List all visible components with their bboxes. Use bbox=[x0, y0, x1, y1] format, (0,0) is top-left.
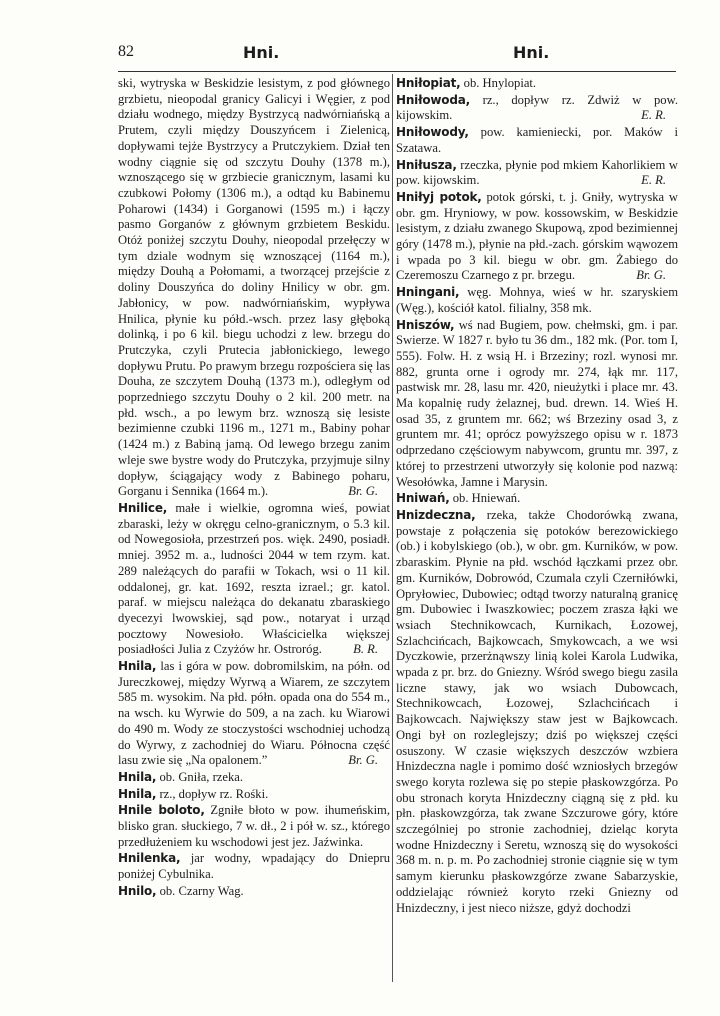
entry-headword: Hnilenka, bbox=[118, 851, 181, 866]
entry-headword: Hniłowoda, bbox=[396, 92, 470, 107]
dictionary-entry bbox=[396, 508, 678, 916]
entry-text: ski, wytryska w Beskidzie lesistym, z pod głównego grzbietu, nieopodal granicy Galicyi i Węgier, z pod działu wodnego, między Bystrzycą nadwórniańską a Prutem, czyli między Douszyńcem i Zielenicą, dopływami tejże Bystrzycy a Prutczykiem. Dział ten wodny ciągnie się od szczytu Douhy (1378 m.), wznoszącego się w grzbiecie granicznym, lasami ku czubkowi Połomy (1306 m.), a odtąd ku Babinemu Poharowi (1434) i Gorganowi (1595 m.) i łączy pasmo Gorganów z głównym grzbietem Beskidu. Otóż poniżej szczytu Douhy, nieopodal przełęczy w tym dziale wodnym się wznoszącej (1164 m.), między Douhą a Połomami, a tworzącej przejście z doliny Douszyńca do doliny Hnilicy w obr. gm. Jabłonicy, w pow. nadwórniańskim, wypływa Hnilica, płynie ku półd.-wsch. przez lasy głęboką dolinką, i po 6 kil. biegu uchodzi z lew. brzegu do Prutczyka, czyli Prutecia jabłonickiego, lewego dopływu Prutu. Po prawym brzegu rozpościera się las Douha, ze szczytem Douhą (1373 m.), odległym od poprzedniego szczytu Douhy o 2 kil. 200 metr. na płd. wsch., a po lewym brz. wznoszą się lesiste bezimienne czubki 1196 m., 1271 m., Babiny pohar (1424 m.) z Babiną jamą. Od lewego brzegu zanim wleje swe bystre wody do Prutczyka, przyjmuje silny dopływ, ściągający wody z Babinego poharu, Gorganu i Sennika (1664 m.). bbox=[118, 76, 390, 499]
entry-text: wś nad Bugiem, pow. chełmski, gm. i par. Swierze. W 1827 r. było tu 36 dm., 182 mk. (Por. tom I, 555). Folw. H. z wsią H. i Brzeziny; rozl. wynosi mr. 882, grunta orne i ogrody mr. 274, łąk mr. 117, pastwisk mr. 28, lasu mr. 420, nieużytki i place mr. 43. Ma kopalnię rudy żelaznej, bud. drewn. 14. Wieś H. osad 35, z gruntem mr. 662; wś Brzeziny osad 3, z gruntem mr. 41; oprócz powyższego opisu w r. 1873 odprzedano częściowym nabywcom, gruntu mr. 397, z której to przestrzeni utworzyły się kolonie pod nazwą: Wesołówka, Jamne i Marysin. bbox=[396, 317, 679, 489]
entry-headword: Hniszów, bbox=[396, 317, 455, 332]
entry-text: Zgniłe błoto w pow. ihumeńskim, blisko gran. słuckiego, 7 w. dł., 2 i pół w. sz., którego przedłużeniem ku wschodowi jest jez. Jaźwinka. bbox=[118, 803, 391, 849]
dictionary-entry bbox=[396, 190, 678, 284]
entry-text: rzeka, także Chodorówką zwana, powstaje z połączenia się potoków berezowickiego (ob.) i kobylskiego (ob.), w obr. gm. Kurników, w pow. zbaraskim. Płynie na płd. wschód łączkami przez obr. gm. Kurników, Dobrowód, Czumala czyli Czerniłówki, Opryłowiec, Dubowiec; odtąd tworzy naturalną granicę gm. Dubowiec i Iwaszkowiec; poczem zrasza łąki we wsiach Stechnikowcach, Kurnikach, Łozowej, Szlachcińcach, Bajkowcach, Smykowcach, a we wsi Dyczkowie, przerżnąwszy linią kolei Karola Ludwika, wpada z pr. brz. do Gniezny. Wśród swego biegu zasila liczne stawy, jak wo wsiach Dubowcach, Stechnikowcach, Łozowej, Szlachcińcach i Bajkowcach. Największy staw jest w Bajkowcach. Ongi był on rozleglejszy; dziś po większej części osuszony. W czasie większych deszczów wzbiera Hnizdeczna nagle i pomimo dość wzniosłych brzegów swego koryta rozlewa się po stepie płaskowzgórza. Po obu stronach koryta Hnizdeczny ciągną się z płd. ku płn. płaskowzgórza, tak zwane Szczurowe góry, które szczególniej po stronie zachodniej, dzieląc koryta wodne Hnizdeczny i Seretu, wznoszą się do wysokości 368 m. n. p. m. Po zachodniej stronie ciągnie się w tym samym kierunku płaskowzgórze zwane Sabarzyskie, oddzielając również koryto rzeki Gniezny od Hnizdeczny, i jest nieco niższe, gdyż dochodzi bbox=[396, 507, 678, 915]
entry-text: rz., dopływ rz. Zdwiż w pow. kijowskim. bbox=[396, 92, 678, 123]
dictionary-entry bbox=[118, 770, 390, 786]
entry-text: ob. Hnylopiat. bbox=[463, 76, 537, 90]
entry-text: potok górski, t. j. Gniły, wytryska w obr. gm. Hryniowy, w pow. kossowskim, w Beskidzie lesistym, z działu zwanego Skupową, zpod bezimiennej góry (1478 m.), płynie na płd.-zach. górskim wąwozem i wpada po 3 kil. biegu w obr. gm. Żabiego do Czeremoszu Czarnego z pr. brzegu. bbox=[396, 189, 678, 283]
dictionary-entry bbox=[118, 884, 390, 900]
entry-headword: Hningani, bbox=[396, 285, 460, 300]
entry-text: rz., dopływ rz. Rośki. bbox=[159, 786, 269, 801]
entry-headword: Hnile boloto, bbox=[118, 803, 205, 818]
page-number: 82 bbox=[118, 43, 134, 60]
header-rule bbox=[118, 71, 676, 72]
entry-headword: Hnila, bbox=[118, 769, 157, 784]
entry-text: małe i wielkie, ogromna wieś, powiat zbaraski, leży w okręgu celno-granicznym, o 5.3 kil. od Nowegosioła, przestrzeń pos. więk. 2490, posiadł. mniej. 3952 m. a., ludności 2044 w tem rzym. kat. 289 należących do parafii w Tokach, wsi o 11 kil. oddalonej, gr. kat. 1692, reszta izrael.; gr. katol. paraf. w miejscu należąca do dekanatu zbaraskiego dyecezyi lwowskiej, sąd pow., notaryat i urząd pocztowy Nowesioło. Właścicielka większej posiadłości Julia z Czyżów hr. Ostroróg. bbox=[118, 500, 390, 657]
entry-text: ob. Czarny Wag. bbox=[159, 883, 244, 898]
entry-headword: Hniłyj potok, bbox=[396, 189, 482, 204]
page-header bbox=[118, 43, 618, 67]
entry-text: ob. Gniła, rzeka. bbox=[159, 769, 244, 784]
entry-headword: Hniwań, bbox=[396, 491, 450, 506]
entry-signature: E. R. bbox=[641, 173, 666, 188]
entry-text: jar wodny, wpadający do Dniepru poniżej Cybulnika. bbox=[118, 851, 390, 882]
entry-headword: Hnizdeczna, bbox=[396, 507, 476, 522]
entry-signature: Br. G. bbox=[348, 753, 378, 768]
entry-signature: Br. G. bbox=[636, 268, 666, 283]
entry-headword: Hniłusza, bbox=[396, 157, 457, 172]
entry-signature: E. R. bbox=[641, 108, 666, 123]
entry-text: rzeczka, płynie pod mkiem Kahorlikiem w pow. kijowskim. bbox=[396, 157, 678, 188]
entry-signature: Br. G. bbox=[348, 484, 378, 499]
left-column bbox=[118, 76, 390, 901]
dictionary-entry bbox=[396, 125, 678, 156]
entry-text: pow. kamieniecki, por. Maków i Szatawa. bbox=[396, 125, 678, 155]
running-head-left: Hni. bbox=[243, 43, 280, 62]
dictionary-entry bbox=[396, 285, 678, 316]
entry-headword: Hnilice, bbox=[118, 500, 168, 515]
entry-text: węg. Mohnya, wieś w hr. szaryskiem (Węg.), kościół katol. filialny, 358 mk. bbox=[396, 285, 678, 315]
entry-headword: Hnilo, bbox=[118, 883, 157, 898]
entry-headword: Hnila, bbox=[118, 659, 157, 674]
dictionary-entry bbox=[118, 851, 390, 882]
dictionary-entry bbox=[118, 787, 390, 803]
entry-text: ob. Hniewań. bbox=[452, 491, 521, 506]
dictionary-entry bbox=[396, 158, 678, 189]
dictionary-entry bbox=[396, 76, 678, 92]
right-column bbox=[396, 76, 678, 917]
dictionary-entry bbox=[396, 491, 678, 507]
entry-text: las i góra w pow. dobromilskim, na półn. od Jureczkowej, między Wyrwą a Wiarem, ze szczytem 585 m. wysokim. Na płd. półn. opada ona do 554 m., na wsch. ku Wyrwie do 509, a na zach. ku Wiarowi do 490 m. Wody ze stoczystości wschodniej uchodzą do Wyrwy, z zachodniej do Wiaru. Północna część lasu zwie się „Na opalonem.” bbox=[118, 659, 390, 768]
dictionary-entry bbox=[396, 93, 678, 124]
dictionary-entry bbox=[396, 318, 678, 491]
entry-headword: Hnila, bbox=[118, 786, 157, 801]
entry-headword: Hniłowody, bbox=[396, 125, 469, 140]
entry-headword: Hniłopiat, bbox=[396, 76, 461, 90]
dictionary-entry bbox=[118, 76, 390, 500]
dictionary-entry bbox=[118, 659, 390, 769]
column-divider bbox=[392, 74, 393, 982]
dictionary-entry bbox=[118, 803, 390, 850]
dictionary-entry bbox=[118, 501, 390, 658]
entry-signature: B. R. bbox=[353, 642, 378, 657]
running-head-right: Hni. bbox=[513, 43, 550, 62]
